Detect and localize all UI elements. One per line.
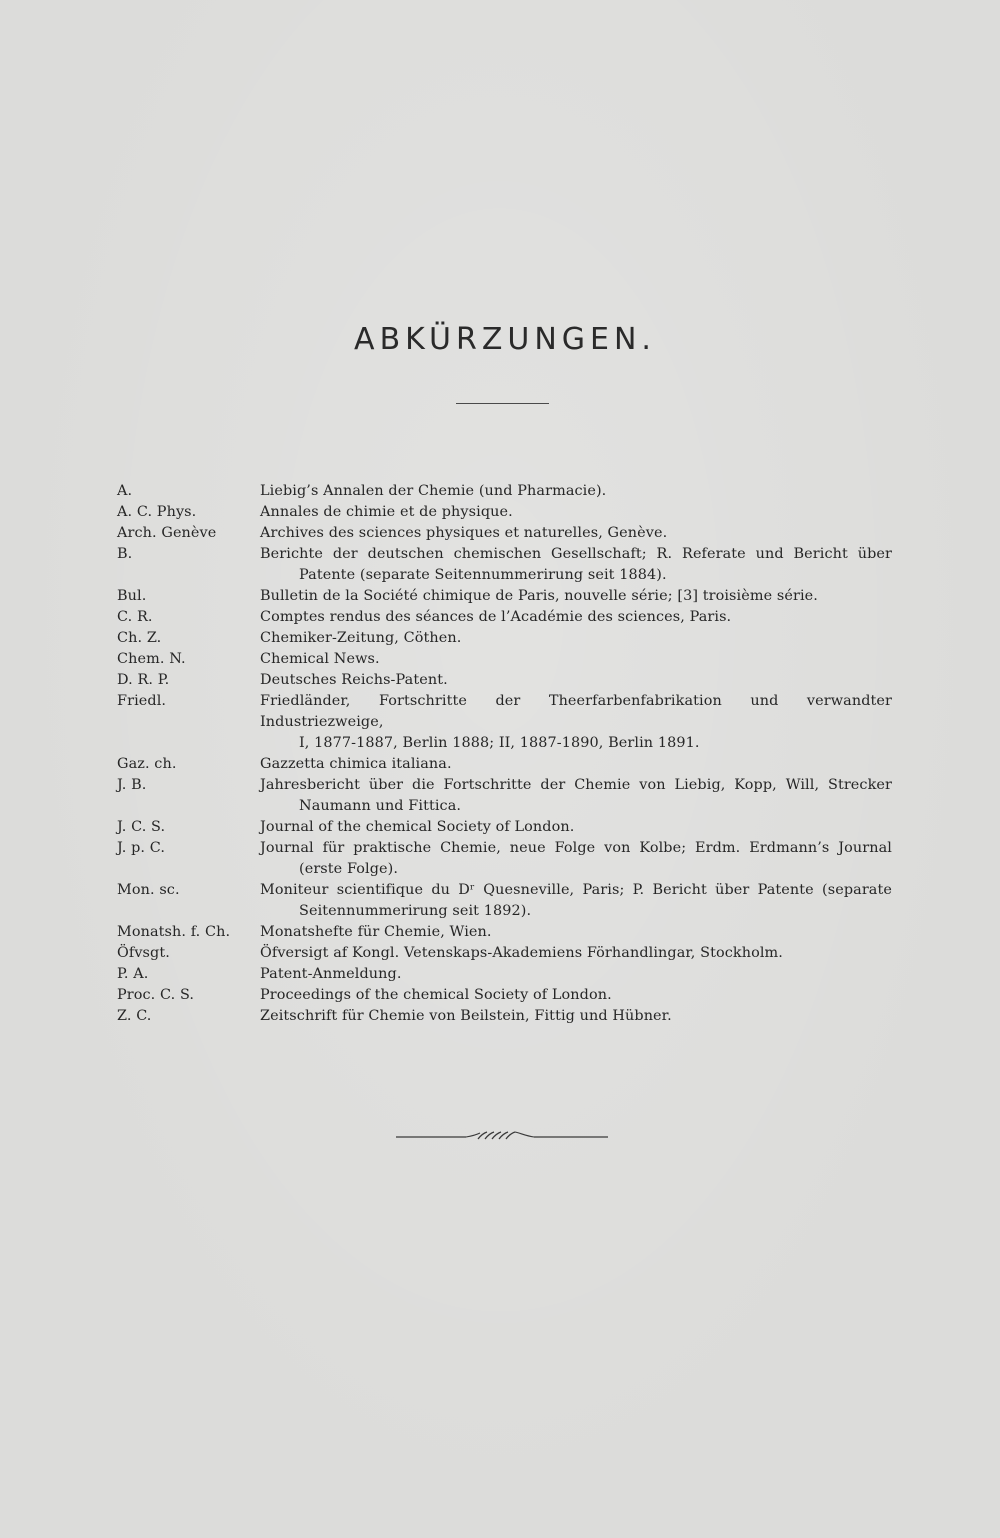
description-continuation-line: Patente (separate Seitennummerirung seit 1884). xyxy=(299,567,667,583)
description-line: Proceedings of the chemical Society of London. xyxy=(260,987,612,1003)
abbreviation-entry xyxy=(117,523,892,544)
abbreviation-entry xyxy=(117,1006,892,1027)
description-continuation-line: I, 1877-1887, Berlin 1888; II, 1887-1890, Berlin 1891. xyxy=(299,735,700,751)
abbreviation: D. R. P. xyxy=(117,672,170,688)
description-line: Journal für praktische Chemie, neue Folge von Kolbe; Erdm. Erdmann’s Journal xyxy=(260,840,892,856)
abbreviation-entry xyxy=(117,607,892,628)
abbreviation-entry xyxy=(117,544,892,586)
abbreviation: A. xyxy=(117,483,133,499)
abbreviation-description xyxy=(260,691,892,754)
abbreviation-description xyxy=(260,922,892,943)
abbreviation: Z. C. xyxy=(117,1008,152,1024)
ornament-divider xyxy=(396,1127,608,1147)
abbreviation-entry xyxy=(117,691,892,754)
abbreviation-description xyxy=(260,481,892,502)
abbreviation-entry xyxy=(117,502,892,523)
abbreviation-list xyxy=(117,481,892,1027)
description-line: Chemiker-Zeitung, Cöthen. xyxy=(260,630,462,646)
abbreviation: J. C. S. xyxy=(117,819,166,835)
description-line: Jahresbericht über die Fortschritte der Chemie von Liebig, Kopp, Will, Strecker xyxy=(260,777,892,793)
abbreviation-description xyxy=(260,880,892,922)
abbreviation-entry xyxy=(117,838,892,880)
abbreviation: Chem. N. xyxy=(117,651,186,667)
description-line: Comptes rendus des séances de l’Académie des sciences, Paris. xyxy=(260,609,732,625)
abbreviation-description xyxy=(260,775,892,817)
abbreviation: Mon. sc. xyxy=(117,882,180,898)
abbreviation: A. C. Phys. xyxy=(117,504,197,520)
abbreviation-description xyxy=(260,754,892,775)
description-line: Gazzetta chimica italiana. xyxy=(260,756,452,772)
description-continuation-line: Naumann und Fittica. xyxy=(299,798,462,814)
abbreviation-entry xyxy=(117,880,892,922)
abbreviation: Friedl. xyxy=(117,693,167,709)
description-line: Moniteur scientifique du Dʳ Quesneville, Paris; P. Bericht über Patente (separate xyxy=(260,882,892,898)
abbreviation: Ch. Z. xyxy=(117,630,162,646)
abbreviation-description xyxy=(260,943,892,964)
abbreviation-entry xyxy=(117,943,892,964)
description-line: Liebig’s Annalen der Chemie (und Pharmacie). xyxy=(260,483,607,499)
abbreviation-entry xyxy=(117,628,892,649)
abbreviation: J. B. xyxy=(117,777,147,793)
description-line: Patent-Anmeldung. xyxy=(260,966,402,982)
abbreviation-entry xyxy=(117,649,892,670)
abbreviation-entry xyxy=(117,670,892,691)
description-continuation-line: Seitennummerirung seit 1892). xyxy=(299,903,532,919)
abbreviation-entry xyxy=(117,481,892,502)
abbreviation-description xyxy=(260,964,892,985)
description-line: Zeitschrift für Chemie von Beilstein, Fittig und Hübner. xyxy=(260,1008,672,1024)
abbreviation-entry xyxy=(117,922,892,943)
abbreviation-entry xyxy=(117,964,892,985)
abbreviation: Gaz. ch. xyxy=(117,756,177,772)
abbreviation: Proc. C. S. xyxy=(117,987,195,1003)
abbreviation-entry xyxy=(117,586,892,607)
description-line: Monatshefte für Chemie, Wien. xyxy=(260,924,492,940)
abbreviation-description xyxy=(260,628,892,649)
description-line: Journal of the chemical Society of London. xyxy=(260,819,575,835)
abbreviation-entry xyxy=(117,754,892,775)
page-title: ABKÜRZUNGEN. xyxy=(354,322,656,357)
abbreviation: Bul. xyxy=(117,588,147,604)
abbreviation-description xyxy=(260,607,892,628)
title-divider xyxy=(456,403,549,404)
abbreviation-description xyxy=(260,502,892,523)
abbreviation-entry xyxy=(117,985,892,1006)
description-line: Öfversigt af Kongl. Vetenskaps-Akademiens Förhandlingar, Stockholm. xyxy=(260,945,783,961)
description-line: Archives des sciences physiques et naturelles, Genève. xyxy=(260,525,668,541)
description-line: Friedländer, Fortschritte der Theerfarbenfabrikation und verwandter Industriezweige, xyxy=(260,693,892,730)
abbreviation-description xyxy=(260,523,892,544)
abbreviation: Öfvsgt. xyxy=(117,945,170,961)
abbreviation-description xyxy=(260,586,892,607)
abbreviation: Monatsh. f. Ch. xyxy=(117,924,231,940)
description-line: Chemical News. xyxy=(260,651,380,667)
abbreviation-description xyxy=(260,817,892,838)
abbreviation-description xyxy=(260,670,892,691)
abbreviation-entry xyxy=(117,817,892,838)
abbreviation: Arch. Genève xyxy=(117,525,217,541)
abbreviation: J. p. C. xyxy=(117,840,166,856)
abbreviation-description xyxy=(260,544,892,586)
abbreviation-description xyxy=(260,985,892,1006)
abbreviation: C. R. xyxy=(117,609,153,625)
abbreviation-description xyxy=(260,649,892,670)
description-line: Berichte der deutschen chemischen Gesellschaft; R. Referate und Bericht über xyxy=(260,546,892,562)
description-line: Bulletin de la Société chimique de Paris, nouvelle série; [3] troisième série. xyxy=(260,588,818,604)
abbreviation-entry xyxy=(117,775,892,817)
description-continuation-line: (erste Folge). xyxy=(299,861,399,877)
abbreviation: P. A. xyxy=(117,966,149,982)
abbreviation-description xyxy=(260,1006,892,1027)
description-line: Deutsches Reichs-Patent. xyxy=(260,672,448,688)
abbreviation: B. xyxy=(117,546,133,562)
description-line: Annales de chimie et de physique. xyxy=(260,504,513,520)
abbreviation-description xyxy=(260,838,892,880)
